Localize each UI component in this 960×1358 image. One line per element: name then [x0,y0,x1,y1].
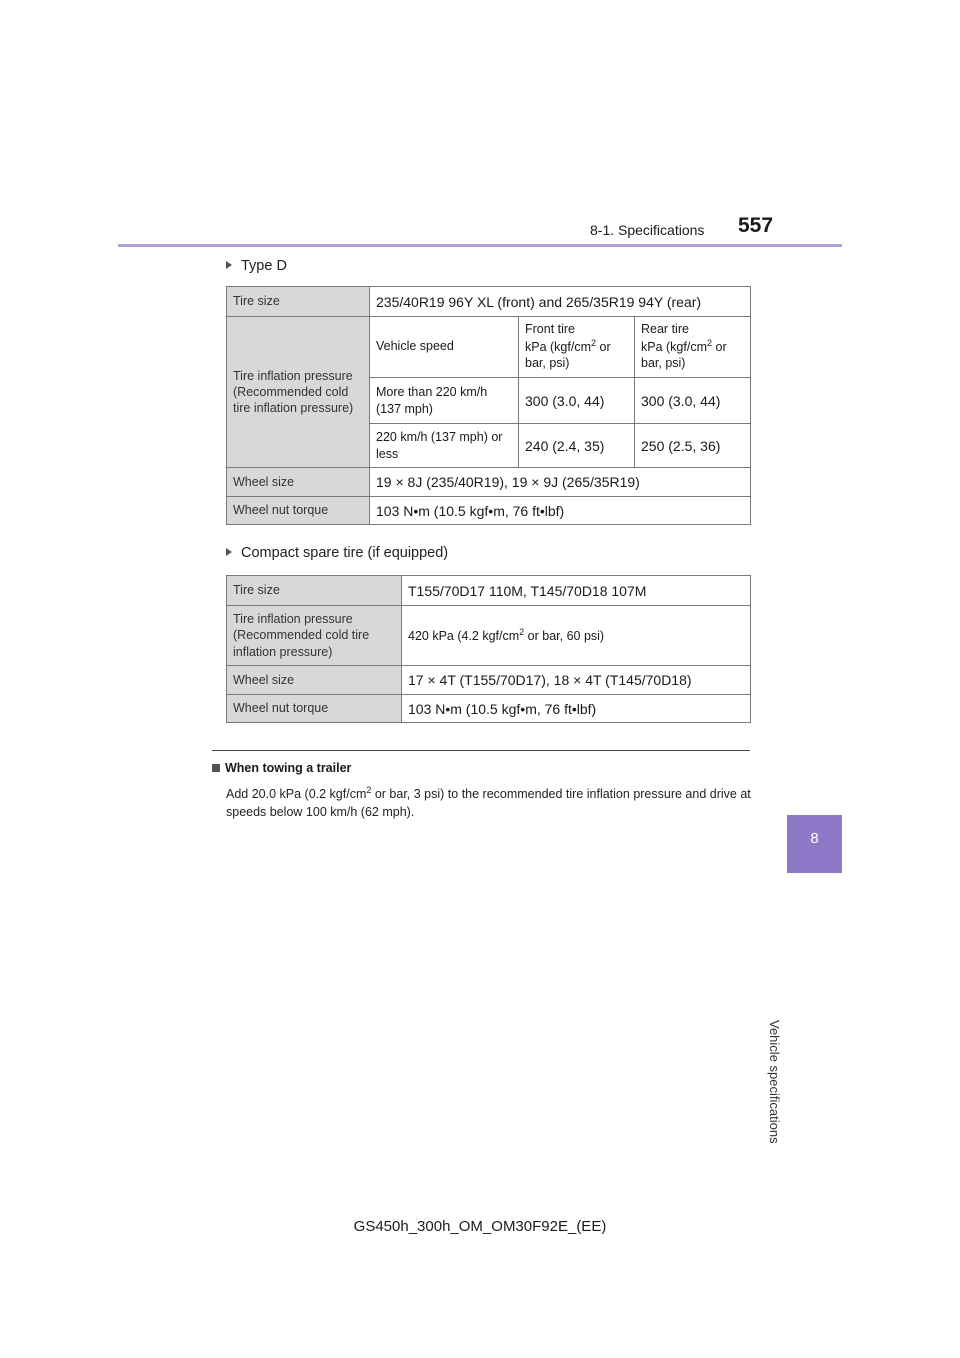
superscript: 2 [366,785,372,795]
note-title-text: When towing a trailer [225,761,352,775]
vehicle-speed-header: Vehicle speed [370,317,519,378]
front-tire-unit: kPa (kgf/cm [525,340,591,355]
note-rule [212,750,750,751]
wheel-size-label: Wheel size [227,666,402,695]
document-code: GS450h_300h_OM_OM30F92E_(EE) [353,1218,607,1235]
table-row [227,576,751,606]
front-tire-unit-rest: or bar, psi) [525,340,611,370]
front-tire-title: Front tire [525,322,576,337]
triangle-bullet-icon [226,548,232,556]
square-bullet-icon [212,764,220,772]
rear-tire-header [635,317,751,378]
tire-size-label: Tire size [227,287,370,317]
rear-pressure-cell: 300 (3.0, 44) [635,378,751,424]
note-body [226,781,756,821]
tire-size-label: Tire size [227,576,402,606]
note-body-text: Add 20.0 kPa (0.2 kgf/cm [226,787,367,802]
rear-tire-title: Rear tire [641,322,689,337]
inflation-pressure-label: Tire inflation pressure (Recommended cold tire inflation pressure) [227,606,402,666]
table-row [227,317,751,378]
note-title [212,761,351,775]
table-row [227,468,751,497]
wheel-size-label: Wheel size [227,468,370,497]
triangle-bullet-icon [226,261,232,269]
table-row [227,695,751,723]
inflation-value-rest: or bar, 60 psi) [524,628,605,643]
front-tire-header [519,317,635,378]
table-row [227,497,751,525]
superscript: 2 [519,626,525,637]
wheel-nut-torque-label: Wheel nut torque [227,497,370,525]
wheel-size-value: 19 × 8J (235/40R19), 19 × 9J (265/35R19) [370,468,751,497]
header-rule [118,244,842,247]
chapter-label: Vehicle specifications [767,1020,782,1144]
rear-tire-unit-rest: or bar, psi) [641,340,727,370]
superscript: 2 [707,338,713,349]
type-d-heading-text: Type D [241,258,287,274]
compact-spare-spec-table [226,575,751,723]
table-row [227,606,751,666]
inflation-pressure-value [402,606,751,666]
rear-pressure-cell: 250 (2.5, 36) [635,424,751,468]
inflation-value-text: 420 kPa (4.2 kgf/cm [408,628,520,643]
compact-spare-heading [226,545,448,561]
chapter-number: 8 [810,830,819,847]
type-d-heading [226,258,287,274]
tire-size-value: T155/70D17 110M, T145/70D18 107M [402,576,751,606]
note-body-rest: or bar, 3 psi) to the recommended tire inflation pressure and drive at speeds below 100 km/h (62 mph). [226,787,751,820]
compact-spare-heading-text: Compact spare tire (if equipped) [241,545,449,561]
type-d-spec-table [226,286,751,525]
rear-tire-unit: kPa (kgf/cm [641,340,707,355]
wheel-nut-torque-label: Wheel nut torque [227,695,402,723]
wheel-nut-torque-value: 103 N•m (10.5 kgf•m, 76 ft•lbf) [402,695,751,723]
table-row [227,287,751,317]
front-pressure-cell: 300 (3.0, 44) [519,378,635,424]
speed-cell: More than 220 km/h (137 mph) [370,378,519,424]
page-number: 557 [738,214,774,237]
front-pressure-cell: 240 (2.4, 35) [519,424,635,468]
speed-cell: 220 km/h (137 mph) or less [370,424,519,468]
section-title: 8-1. Specifications [590,222,705,238]
inflation-pressure-label: Tire inflation pressure (Recommended cold tire inflation pressure) [227,317,370,468]
tire-size-value: 235/40R19 96Y XL (front) and 265/35R19 94Y (rear) [370,287,751,317]
wheel-size-value: 17 × 4T (T155/70D17), 18 × 4T (T145/70D18) [402,666,751,695]
table-row [227,666,751,695]
wheel-nut-torque-value: 103 N•m (10.5 kgf•m, 76 ft•lbf) [370,497,751,525]
superscript: 2 [591,338,597,349]
